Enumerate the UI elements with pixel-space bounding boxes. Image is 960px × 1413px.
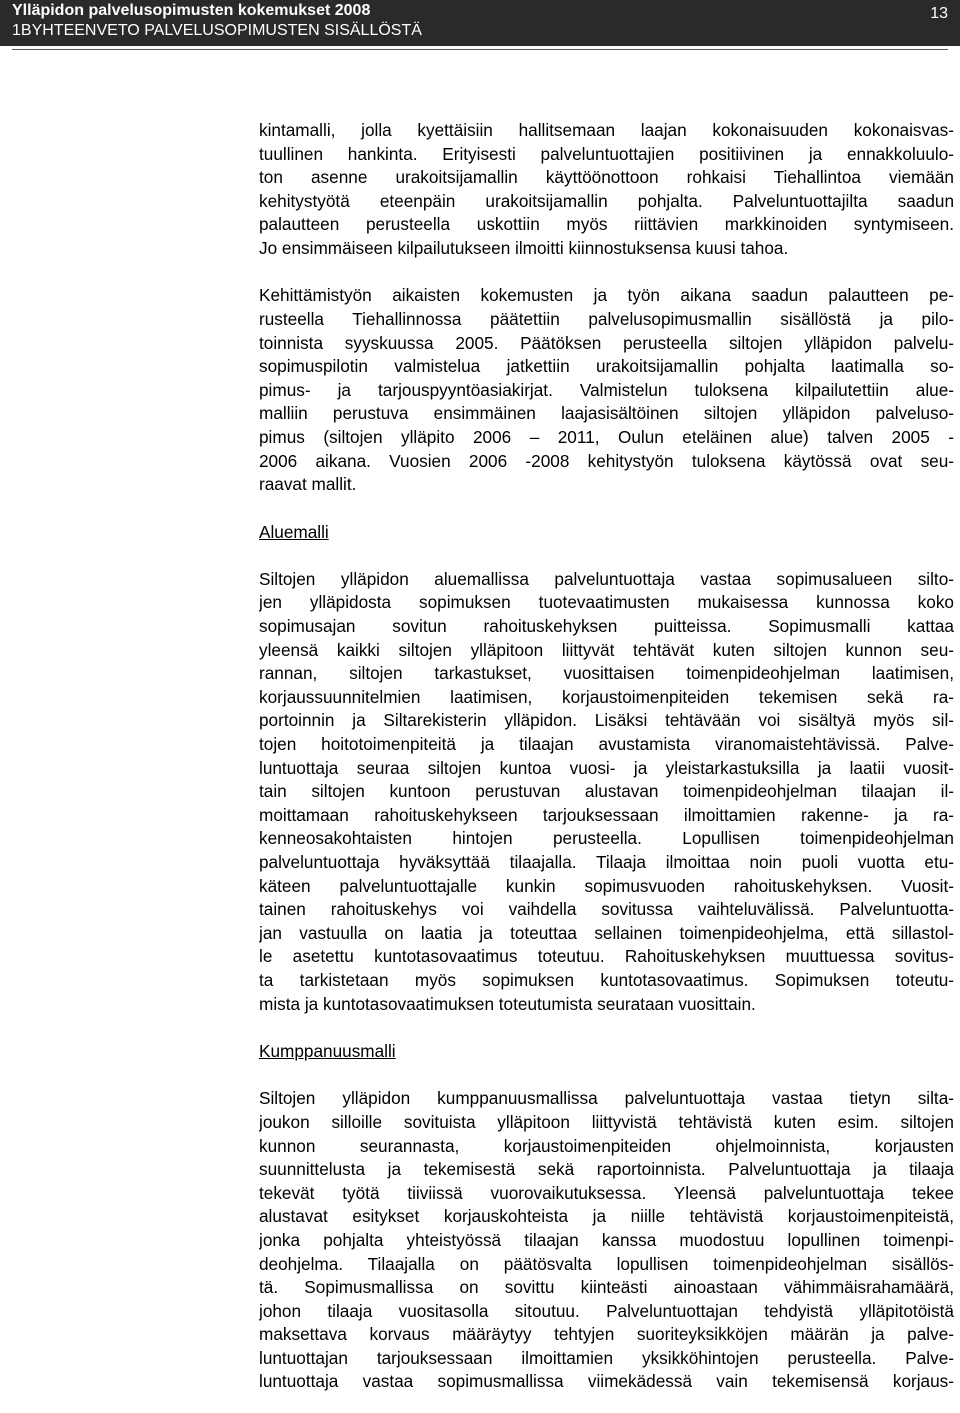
header-divider: [12, 49, 948, 50]
page-header: [0, 0, 960, 46]
text-line: 2006 aikana. Vuosien 2006 -2008 kehitystyön tuloksena käytössä ovat seu-: [259, 450, 954, 471]
text-line: jen ylläpidosta sopimuksen tuotevaatimusten mukaisessa kunnossa koko: [259, 592, 954, 613]
text-line: malliin perustuva ensimmäinen laajasisältöinen siltojen ylläpidon palveluso-: [259, 403, 954, 424]
paragraph-aluemalli: [259, 568, 954, 1016]
heading-aluemalli: Aluemalli: [259, 521, 329, 542]
text-line: alustavat esitykset korjauskohteista ja niille tehtävistä korjaustoimenpiteistä,: [259, 1206, 954, 1227]
text-line: raavat mallit.: [259, 474, 357, 495]
text-line: sopimuspilotin valmistelua jatkettiin urakoitsijamallin pohjalta laatimalla so-: [259, 356, 954, 377]
text-line: rannan, siltojen tarkastukset, vuosittaisen toimenpideohjelman laatimisen,: [259, 663, 954, 684]
text-line: luntuottaja vastaa sopimusmallissa viimekädessä vain tekemisensä korjaus-: [259, 1371, 954, 1392]
text-line: kintamalli, jolla kyettäisiin hallitsemaan laajan kokonaisuuden kokonaisvas-: [259, 120, 954, 140]
text-line: käteen palveluntuottajalle kunkin sopimusvuoden rahoituskehyksen. Vuosit-: [259, 875, 954, 896]
text-line: joukon silloille sovituista ylläpitoon liittyvistä tehtävistä kuten esim. siltojen: [259, 1111, 954, 1132]
text-line: kunnon seurannasta, korjaustoimenpiteiden ohjelmoinnista, korjausten: [259, 1135, 954, 1156]
paragraph-kumppanuusmalli: [259, 1087, 954, 1394]
paragraph-intro: [259, 119, 954, 261]
page-number: 13: [930, 5, 948, 22]
text-line: rusteella Tiehallinnossa päätettiin palvelusopimusmallin sisällöstä ja pilo-: [259, 308, 954, 329]
text-line: tekevät työtä tiiviissä vuorovaikutuksessa. Yleensä palveluntuottaja tekee: [259, 1182, 954, 1203]
text-line: Siltojen ylläpidon kumppanuusmallissa palveluntuottaja vastaa tietyn silta-: [259, 1088, 954, 1109]
text-line: le asetettu kuntotasovaatimus toteutuu. Rahoituskehyksen muuttuessa sovitus-: [259, 946, 954, 967]
text-line: tä. Sopimusmallissa on sovittu kiinteästi ainoastaan vähimmäisrahamäärä,: [259, 1277, 954, 1298]
text-line: toinnista syyskuussa 2005. Päätöksen perusteella siltojen ylläpidon palvelu-: [259, 332, 954, 353]
document-title: Ylläpidon palvelusopimusten kokemukset 2008: [12, 2, 371, 19]
text-line: palveluntuottaja hyväksyttää tilaajalla. Tilaaja ilmoittaa noin puoli vuotta etu-: [259, 852, 954, 873]
text-line: ton asenne urakoitsijamallin käyttöönottoon rohkaisi Tiehallintoa viemään: [259, 167, 954, 188]
text-line: palautteen perusteella uskottiin myös riittävien markkinoiden syntymiseen.: [259, 214, 954, 235]
text-line: Kehittämistyön aikaisten kokemusten ja työn aikana saadun palautteen pe-: [259, 285, 954, 306]
text-line: suunnittelusta ja tekemisestä sekä raportoinnista. Palveluntuottaja ja tilaaja: [259, 1159, 954, 1180]
text-line: Jo ensimmäiseen kilpailutukseen ilmoitti kiinnostuksensa kuusi tahoa.: [259, 237, 789, 258]
text-line: deohjelma. Tilaajalla on päätösvalta lopullisen toimenpideohjelman sisällös-: [259, 1253, 954, 1274]
text-line: yleensä kaikki siltojen ylläpitoon liittyvät tehtävät kuten siltojen kunnon seu-: [259, 639, 954, 660]
text-line: jan vastuulla on laatia ja toteuttaa sellainen toimenpideohjelma, että sillastol-: [259, 922, 954, 943]
text-line: luntuottajan tarjouksessaan ilmoittamien yksikköhintojen perusteella. Palve-: [259, 1347, 954, 1368]
text-line: maksettava korvaus määräytyy tehtyjen suoriteyksikköjen määrän ja palve-: [259, 1324, 954, 1345]
chapter-title: 1BYHTEENVETO PALVELUSOPIMUSTEN SISÄLLÖSTÄ: [12, 22, 422, 39]
text-line: ta tarkistetaan myös sopimuksen kuntotasovaatimus. Sopimuksen toteutu-: [259, 969, 954, 990]
text-line: korjaussuunnitelmien laatimisen, korjaustoimenpiteiden tekemisen sekä ra-: [259, 686, 954, 707]
text-line: kenneosakohtaisten hintojen perusteella. Lopullisen toimenpideohjelman: [259, 828, 954, 849]
text-line: pimus- ja tarjouspyyntöasiakirjat. Valmistelun tuloksena kilpailutettiin alue-: [259, 379, 954, 400]
text-line: portoinnin ja Siltarekisterin ylläpidon. Lisäksi tehtävään voi sisältyä myös sil-: [259, 710, 954, 731]
text-line: moittamaan rahoituskehykseen tarjouksessaan ilmoittamien rakenne- ja ra-: [259, 804, 954, 825]
text-line: jonka pohjalta yhteistyössä tilaajan kanssa muodostuu lopullinen toimenpi-: [259, 1229, 954, 1250]
paragraph-development: [259, 284, 954, 496]
text-line: Siltojen ylläpidon aluemallissa palveluntuottaja vastaa sopimusalueen silto-: [259, 568, 954, 589]
text-line: luntuottaja seuraa siltojen kuntoa vuosi- ja yleistarkastuksilla ja laatii vuosit-: [259, 757, 954, 778]
text-line: tojen hoitotoimenpiteitä ja tilaajan avustamista viranomaistehtävissä. Palve-: [259, 734, 954, 755]
text-line: johon tilaaja vuositasolla sitoutuu. Palveluntuottajan tehdyistä ylläpitotöistä: [259, 1300, 954, 1321]
text-line: tainen rahoituskehys voi vaihdella sovitussa vaihteluvälissä. Palveluntuotta-: [259, 899, 954, 920]
text-line: tain siltojen kuntoon perustuvan alustavan toimenpideohjelman tilaajan il-: [259, 781, 954, 802]
text-line: sopimusajan sovitun rahoituskehyksen puitteissa. Sopimusmalli kattaa: [259, 616, 954, 637]
document-body: [259, 119, 954, 1394]
text-line: mista ja kuntotasovaatimuksen toteutumista seurataan vuosittain.: [259, 993, 756, 1014]
text-line: tuullinen hankinta. Erityisesti palveluntuottajien positiivinen ja ennakkoluulo-: [259, 143, 954, 164]
text-line: pimus (siltojen ylläpito 2006 – 2011, Oulun eteläinen alue) talven 2005 -: [259, 426, 954, 447]
text-line: kehitystyötä eteenpäin urakoitsijamallin pohjalta. Palveluntuottajilta saadun: [259, 190, 954, 211]
heading-kumppanuusmalli: Kumppanuusmalli: [259, 1040, 396, 1061]
